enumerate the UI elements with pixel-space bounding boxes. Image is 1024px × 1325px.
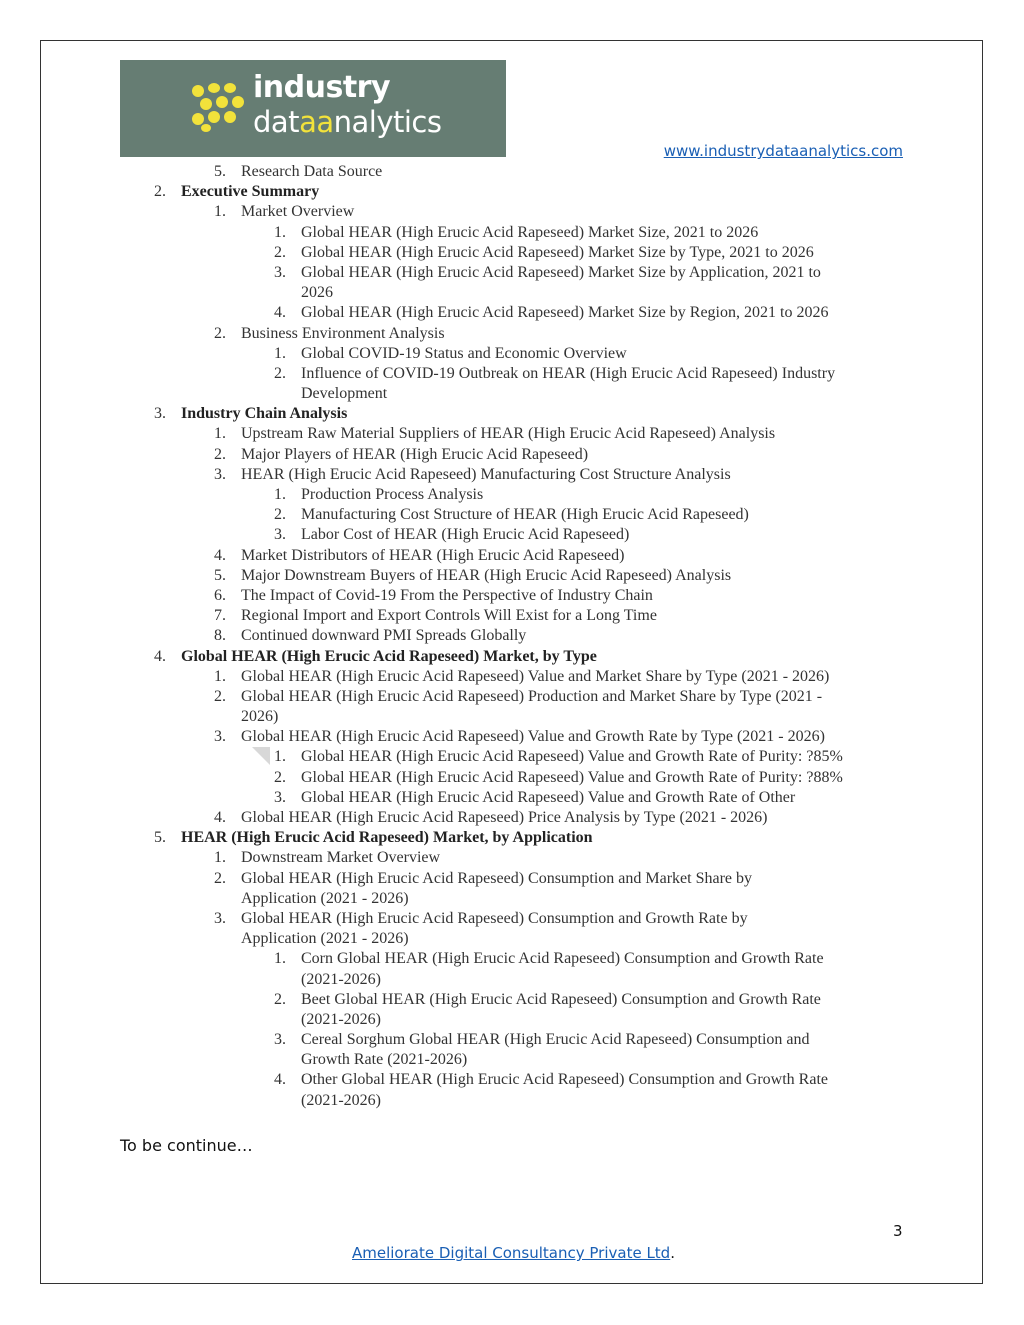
toc-item-text: Global HEAR (High Erucic Acid Rapeseed) Consumption and Growth Rate by	[241, 909, 748, 927]
toc-item-text: Global HEAR (High Erucic Acid Rapeseed) Value and Growth Rate of Purity: ?85%	[301, 748, 843, 766]
toc-item-text: Labor Cost of HEAR (High Erucic Acid Rapeseed)	[301, 526, 630, 544]
toc-item	[0, 162, 1024, 182]
toc-item	[0, 808, 1024, 828]
toc-item-text: Global HEAR (High Erucic Acid Rapeseed) Consumption and Market Share by	[241, 869, 752, 887]
toc-item	[0, 263, 1024, 283]
toc-item-number: 4.	[274, 304, 286, 322]
toc-item-number: 1.	[274, 748, 286, 766]
toc-item-number: 2.	[214, 869, 226, 887]
toc-item-text: Global HEAR (High Erucic Acid Rapeseed) Value and Growth Rate of Other	[301, 788, 796, 806]
toc-item-text: Research Data Source	[241, 163, 383, 180]
toc-item	[0, 303, 1024, 323]
footer-company-link[interactable]: Ameliorate Digital Consultancy Private Ltd	[352, 1244, 671, 1262]
toc-item-text: Influence of COVID-19 Outbreak on HEAR (High Erucic Acid Rapeseed) Industry	[301, 364, 836, 382]
toc-item-text-continued: (2021-2026)	[301, 970, 381, 988]
toc-item	[0, 687, 1024, 707]
toc-item-number: 3.	[154, 405, 166, 423]
toc-item-number: 1.	[274, 486, 286, 503]
toc-item-text-continued: Development	[301, 385, 388, 403]
footer	[352, 1244, 675, 1262]
toc-item	[0, 364, 1024, 384]
toc-item	[0, 727, 1024, 747]
toc-item-number: 2.	[214, 324, 226, 342]
toc-item-text: Beet Global HEAR (High Erucic Acid Rapeseed) Consumption and Growth Rate	[301, 990, 821, 1008]
toc-item-text: Major Players of HEAR (High Erucic Acid Rapeseed)	[241, 445, 589, 463]
table-of-contents	[0, 162, 1024, 1111]
toc-item-text: Global COVID-19 Status and Economic Overview	[301, 344, 627, 362]
toc-item-text: Global HEAR (High Erucic Acid Rapeseed) Market Size, 2021 to 2026	[301, 223, 759, 241]
toc-item-number: 3.	[274, 788, 286, 806]
toc-item	[0, 202, 1024, 222]
toc-item-number: 1.	[214, 667, 226, 685]
toc-item-number: 2.	[274, 990, 286, 1008]
toc-item-number: 5.	[154, 829, 166, 847]
page-fold-mark	[252, 747, 270, 765]
toc-item	[0, 848, 1024, 868]
toc-item-text-continued: 2026)	[241, 708, 279, 726]
toc-item	[0, 324, 1024, 344]
toc-item-number: 2.	[274, 768, 286, 786]
toc-item	[0, 243, 1024, 263]
toc-item	[0, 626, 1024, 646]
toc-item-number: 1.	[214, 425, 226, 443]
toc-item-text-continued: Growth Rate (2021-2026)	[301, 1051, 468, 1069]
toc-item-number: 3.	[214, 728, 226, 746]
toc-item-continuation	[0, 970, 1024, 990]
toc-item-text: Cereal Sorghum Global HEAR (High Erucic Acid Rapeseed) Consumption and	[301, 1031, 810, 1049]
toc-item-number: 6.	[214, 586, 226, 604]
toc-item-text: Global HEAR (High Erucic Acid Rapeseed) Value and Growth Rate of Purity: ?88%	[301, 768, 843, 786]
toc-item	[0, 566, 1024, 586]
toc-item-text: Global HEAR (High Erucic Acid Rapeseed) Price Analysis by Type (2021 - 2026)	[241, 809, 768, 826]
website-link[interactable]: www.industrydataanalytics.com	[663, 142, 903, 160]
toc-item-text: Market Distributors of HEAR (High Erucic Acid Rapeseed)	[241, 546, 625, 564]
toc-item	[0, 505, 1024, 525]
toc-item	[0, 586, 1024, 606]
toc-item-text: Major Downstream Buyers of HEAR (High Erucic Acid Rapeseed) Analysis	[241, 566, 732, 584]
toc-item-number: 3.	[274, 1031, 286, 1049]
toc-item-text: Continued downward PMI Spreads Globally	[241, 627, 527, 645]
toc-item-number: 4.	[154, 647, 166, 665]
toc-item-text: Industry Chain Analysis	[181, 405, 348, 423]
toc-item	[0, 1030, 1024, 1050]
toc-item-text: Production Process Analysis	[301, 486, 484, 503]
toc-item-continuation	[0, 283, 1024, 303]
toc-item	[0, 909, 1024, 929]
toc-item-number: 3.	[274, 526, 286, 544]
toc-item-continuation	[0, 1010, 1024, 1030]
toc-item	[0, 223, 1024, 243]
toc-item-number: 1.	[214, 203, 226, 221]
company-logo	[120, 60, 506, 157]
toc-item-number: 5.	[214, 163, 226, 180]
toc-item-text-continued: Application (2021 - 2026)	[241, 889, 409, 907]
toc-item	[0, 485, 1024, 505]
toc-item	[0, 990, 1024, 1010]
toc-item-number: 2.	[214, 445, 226, 463]
toc-item	[0, 949, 1024, 969]
toc-item-text: Global HEAR (High Erucic Acid Rapeseed) Market Size by Type, 2021 to 2026	[301, 243, 814, 261]
toc-item-text: Manufacturing Cost Structure of HEAR (High Erucic Acid Rapeseed)	[301, 506, 749, 524]
toc-item-number: 2.	[214, 687, 226, 705]
toc-item-number: 5.	[214, 566, 226, 584]
toc-item	[0, 788, 1024, 808]
toc-item	[0, 525, 1024, 545]
toc-item-text-continued: 2026	[301, 284, 333, 302]
toc-item-text: The Impact of Covid-19 From the Perspective of Industry Chain	[241, 586, 653, 604]
toc-item-text: Executive Summary	[181, 183, 320, 201]
toc-item-text: Global HEAR (High Erucic Acid Rapeseed) Value and Market Share by Type (2021 - 2026)	[241, 667, 830, 685]
toc-item	[0, 182, 1024, 202]
toc-item-text-continued: Application (2021 - 2026)	[241, 930, 409, 948]
toc-item-continuation	[0, 1091, 1024, 1111]
toc-item	[0, 1070, 1024, 1090]
toc-item	[0, 465, 1024, 485]
toc-item-text: Upstream Raw Material Suppliers of HEAR (High Erucic Acid Rapeseed) Analysis	[241, 425, 776, 443]
toc-item-number: 3.	[274, 263, 286, 281]
toc-item-text: HEAR (High Erucic Acid Rapeseed) Market, by Application	[181, 829, 593, 847]
toc-item-text: Business Environment Analysis	[241, 324, 445, 342]
toc-item	[0, 404, 1024, 424]
toc-item-number: 7.	[214, 607, 226, 625]
toc-item-text: Downstream Market Overview	[241, 849, 441, 867]
toc-item	[0, 768, 1024, 788]
toc-item	[0, 344, 1024, 364]
toc-item-text: Global HEAR (High Erucic Acid Rapeseed) Production and Market Share by Type (2021 -	[241, 687, 823, 705]
toc-item-number: 2.	[274, 243, 286, 261]
to-be-continued-text: To be continue…	[120, 1136, 253, 1155]
toc-item-text: Other Global HEAR (High Erucic Acid Rapeseed) Consumption and Growth Rate	[301, 1071, 828, 1089]
toc-item	[0, 667, 1024, 687]
toc-item-number: 1.	[274, 344, 286, 362]
footer-period: .	[670, 1244, 675, 1262]
toc-item-text: Market Overview	[241, 203, 355, 221]
toc-item	[0, 424, 1024, 444]
toc-item-number: 1.	[274, 950, 286, 968]
toc-item-number: 3.	[214, 909, 226, 927]
toc-item-number: 2.	[274, 506, 286, 524]
toc-item-number: 4.	[214, 809, 226, 826]
toc-item-number: 8.	[214, 627, 226, 645]
toc-item-text-continued: (2021-2026)	[301, 1091, 381, 1109]
toc-item-number: 4.	[214, 546, 226, 564]
toc-item	[0, 747, 1024, 767]
toc-item-text: Global HEAR (High Erucic Acid Rapeseed) Market Size by Application, 2021 to	[301, 263, 821, 281]
toc-item	[0, 445, 1024, 465]
toc-item-number: 1.	[214, 849, 226, 867]
toc-item-number: 1.	[274, 223, 286, 241]
toc-item-continuation	[0, 707, 1024, 727]
toc-item-number: 3.	[214, 465, 226, 483]
toc-item-continuation	[0, 384, 1024, 404]
page-number: 3	[893, 1222, 903, 1240]
toc-item-text: Global HEAR (High Erucic Acid Rapeseed) Market, by Type	[181, 647, 597, 665]
toc-item	[0, 647, 1024, 667]
toc-item-text: Corn Global HEAR (High Erucic Acid Rapeseed) Consumption and Growth Rate	[301, 950, 824, 968]
toc-item	[0, 546, 1024, 566]
toc-item	[0, 606, 1024, 626]
toc-item-text: HEAR (High Erucic Acid Rapeseed) Manufacturing Cost Structure Analysis	[241, 465, 731, 483]
toc-item-text-continued: (2021-2026)	[301, 1010, 381, 1028]
toc-item-number: 4.	[274, 1071, 286, 1089]
toc-item-number: 2.	[154, 183, 166, 201]
toc-item	[0, 869, 1024, 889]
logo-text-industry: industry	[253, 70, 391, 105]
logo-text-dataanalytics: dataanalytics	[253, 105, 442, 139]
toc-item-text: Global HEAR (High Erucic Acid Rapeseed) Market Size by Region, 2021 to 2026	[301, 304, 829, 322]
toc-item	[0, 828, 1024, 848]
toc-item-continuation	[0, 929, 1024, 949]
toc-item-continuation	[0, 889, 1024, 909]
logo-dots-icon	[190, 82, 246, 132]
toc-item-text: Global HEAR (High Erucic Acid Rapeseed) Value and Growth Rate by Type (2021 - 2026)	[241, 728, 825, 746]
toc-item-continuation	[0, 1050, 1024, 1070]
toc-item-number: 2.	[274, 364, 286, 382]
toc-item-text: Regional Import and Export Controls Will Exist for a Long Time	[241, 607, 657, 625]
